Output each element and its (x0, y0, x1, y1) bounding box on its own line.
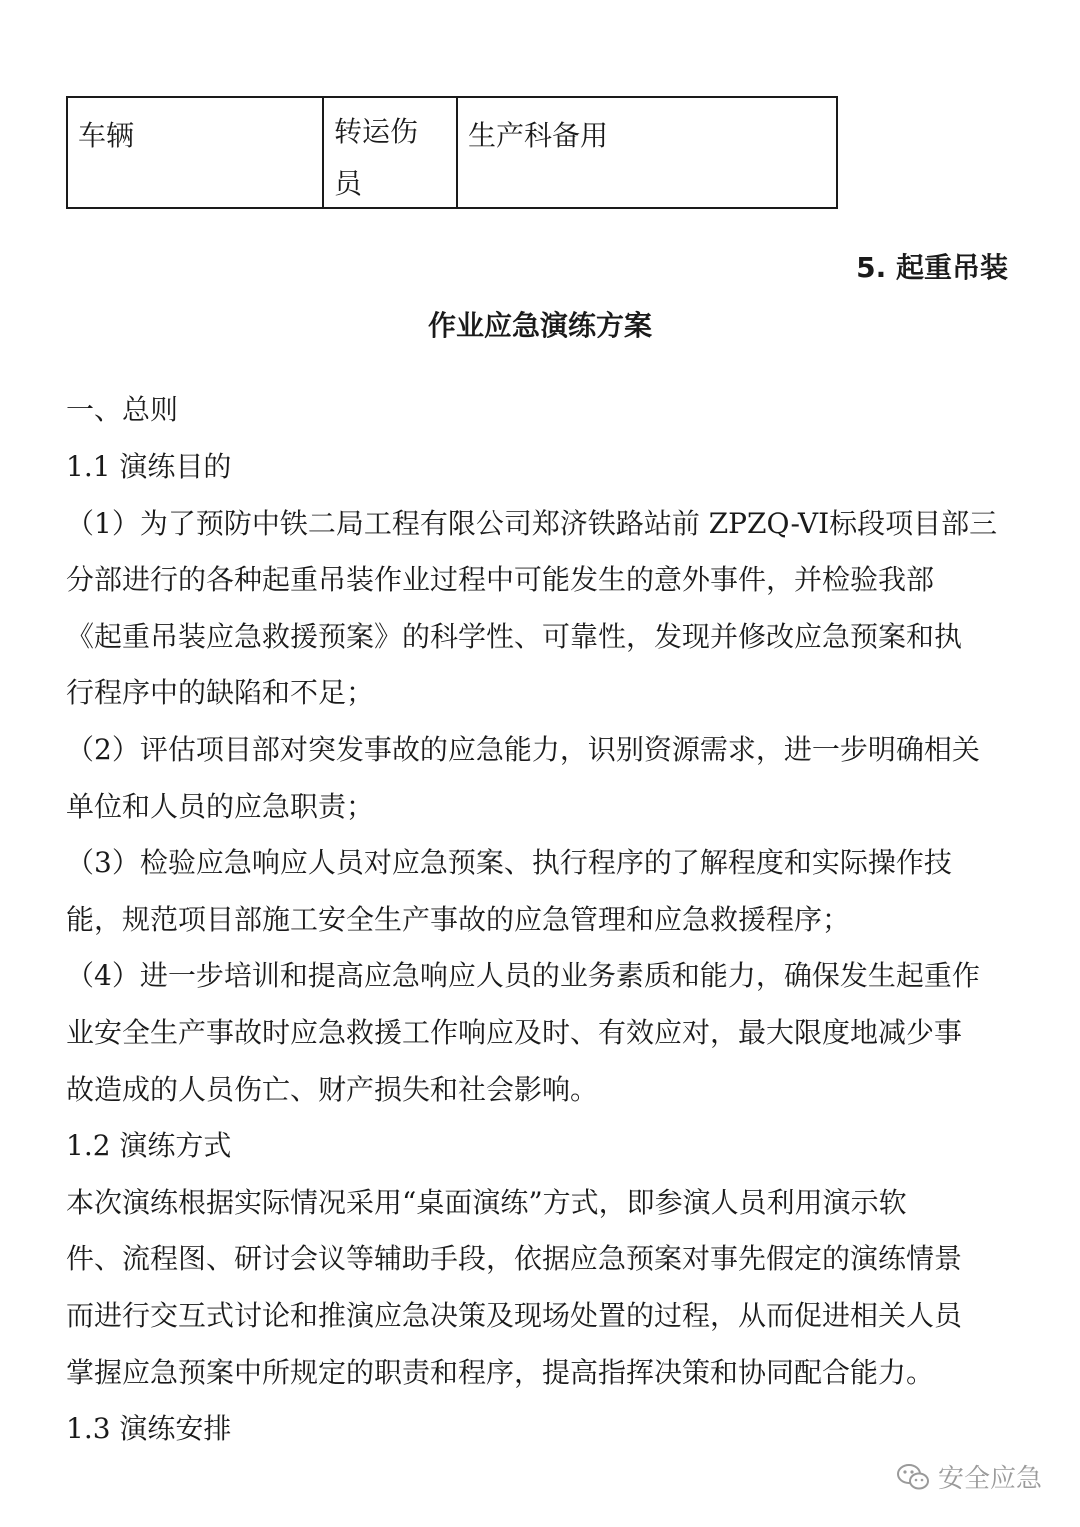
paragraph-line: 本次演练根据实际情况采用“桌面演练”方式，即参演人员利用演示软 (66, 1186, 907, 1219)
table-cell-note (456, 98, 836, 207)
paragraph-line: （3）检验应急响应人员对应急预案、执行程序的了解程度和实际操作技 (66, 846, 952, 879)
paragraph-line: 业安全生产事故时应急救援工作响应及时、有效应对，最大限度地减少事 (66, 1016, 963, 1049)
paragraph-line: 而进行交互式讨论和推演应急决策及现场处置的过程，从而促进相关人员 (66, 1299, 963, 1332)
paragraph-line: 行程序中的缺陷和不足； (66, 676, 375, 709)
paragraph-line: 分部进行的各种起重吊装作业过程中可能发生的意外事件，并检验我部 (66, 563, 935, 596)
paragraph-line: 《起重吊装应急救援预案》的科学性、可靠性，发现并修改应急预案和执 (66, 620, 963, 653)
table-cell-text: 车辆 (78, 119, 135, 152)
table-cell-text: 生产科备用 (468, 119, 609, 152)
subsection-title: 1.3 演练安排 (66, 1412, 232, 1445)
paragraph-line: 件、流程图、研讨会议等辅助手段，依据应急预案对事先假定的演练情景 (66, 1242, 963, 1275)
paragraph-line: （1）为了预防中铁二局工程有限公司郑济铁路站前 ZPZQ-VI标段项目部三 (66, 507, 998, 540)
watermark (896, 1458, 1042, 1495)
paragraph-line: 故造成的人员伤亡、财产损失和社会影响。 (66, 1073, 599, 1106)
section-heading: 5. 起重吊装 (856, 251, 1008, 284)
resource-table (66, 96, 838, 209)
paragraph-line: 掌握应急预案中所规定的职责和程序，提高指挥决策和协同配合能力。 (66, 1356, 935, 1389)
wechat-icon (896, 1462, 930, 1492)
table-cell-item (68, 98, 322, 207)
table-cell-purpose (322, 98, 456, 207)
table-cell-text: 员 (334, 167, 363, 200)
table-cell-text: 转运伤 (334, 115, 419, 148)
subsection-title: 1.1 演练目的 (66, 450, 232, 483)
paragraph-line: 单位和人员的应急职责； (66, 790, 375, 823)
watermark-text: 安全应急 (937, 1464, 1042, 1494)
paragraph-line: （2）评估项目部对突发事故的应急能力，识别资源需求，进一步明确相关 (66, 733, 980, 766)
document-title: 作业应急演练方案 (427, 309, 652, 342)
subsection-title: 1.2 演练方式 (66, 1129, 232, 1162)
paragraph-line: 能，规范项目部施工安全生产事故的应急管理和应急救援程序； (66, 903, 851, 936)
section-title: 一、总则 (66, 393, 179, 426)
paragraph-line: （4）进一步培训和提高应急响应人员的业务素质和能力，确保发生起重作 (66, 959, 980, 992)
